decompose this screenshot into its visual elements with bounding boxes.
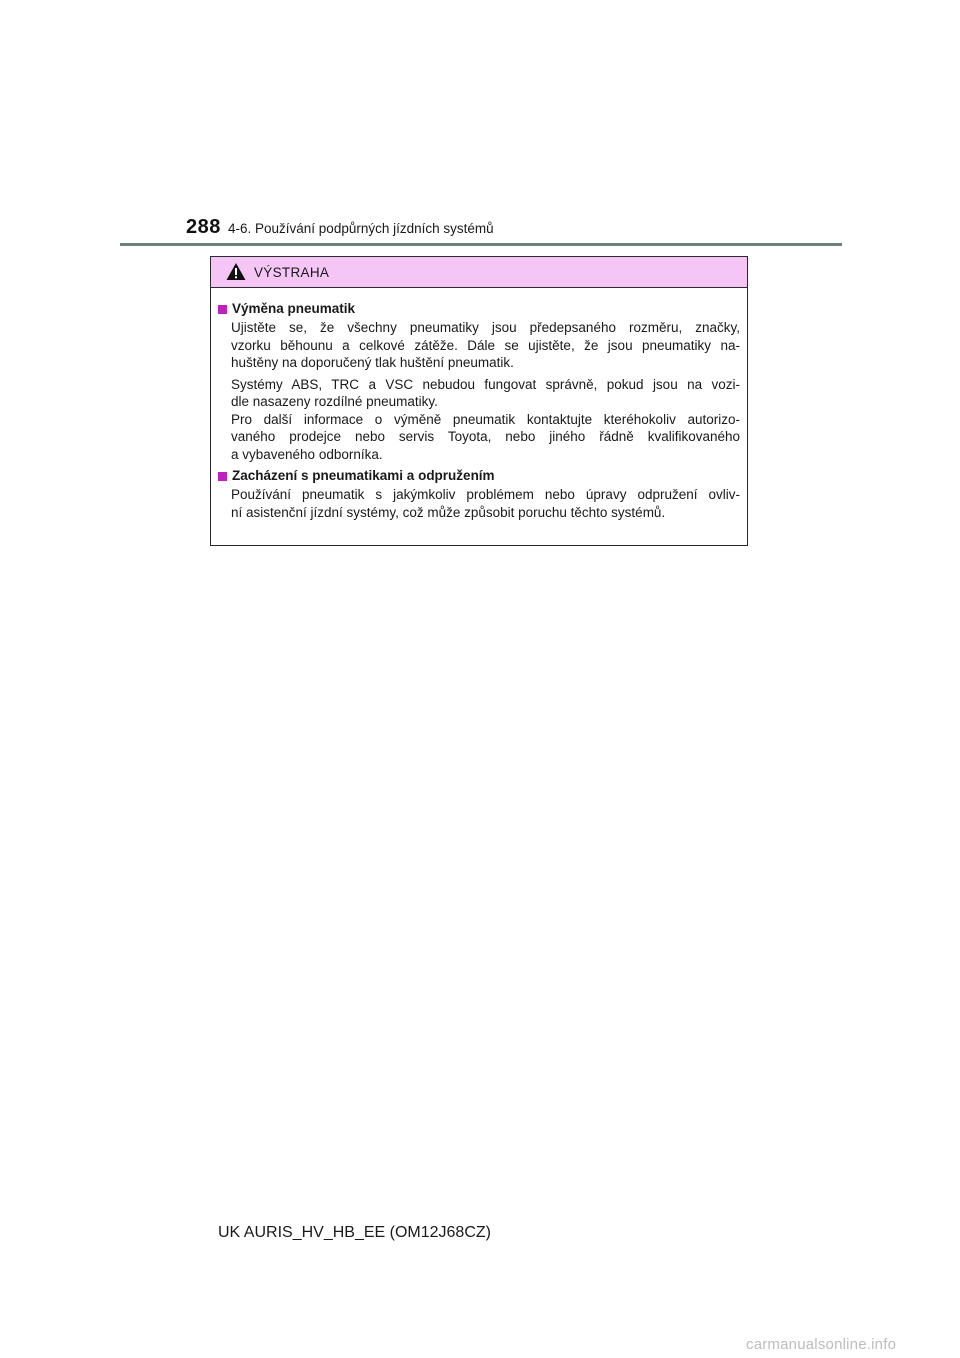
text-line: Ujistěte se, že všechny pneumatiky jsou předepsaného rozměru, značky, — [231, 320, 740, 335]
text-line: Systémy ABS, TRC a VSC nebudou fungovat správně, pokud jsou na vozi- — [231, 376, 740, 392]
text-line: a vybaveného odborníka. — [231, 446, 383, 462]
document-code: UK AURIS_HV_HB_EE (OM12J68CZ) — [218, 1224, 491, 1241]
warning-header — [211, 257, 747, 288]
text-line: vzorku běhounu a celkové zátěže. Dále se ujistěte, že jsou pneumatiky na- — [231, 337, 740, 353]
square-bullet-icon — [218, 305, 227, 314]
paragraph — [231, 376, 740, 464]
warning-body — [211, 288, 747, 521]
item-heading — [218, 300, 740, 318]
warning-item-tires-and-suspension — [218, 467, 740, 521]
warning-item-tire-replacement — [218, 300, 740, 463]
text-line: huštěny na doporučený tlak huštění pneumatik. — [231, 355, 514, 370]
item-heading-text: Výměna pneumatik — [232, 301, 356, 316]
header-divider — [120, 243, 842, 246]
warning-triangle-icon — [226, 262, 246, 281]
section-title: 4-6. Používání podpůrných jízdních systémů — [228, 221, 494, 236]
text-line: ní asistenční jízdní systémy, což může způsobit poruchu těchto systémů. — [231, 504, 666, 520]
text-line: vaného prodejce nebo servis Toyota, nebo jiného řádně kvalifikovaného — [231, 429, 740, 444]
text-line: Používání pneumatik s jakýmkoliv problémem nebo úpravy odpružení ovliv- — [231, 487, 740, 502]
square-bullet-icon — [218, 472, 227, 481]
text-line: Pro další informace o výměně pneumatik kontaktujte kteréhokoliv autorizo- — [231, 411, 740, 427]
watermark: carmanualsonline.info — [746, 1336, 897, 1353]
page-number: 288 — [186, 216, 221, 238]
text-line: dle nasazeny rozdílné pneumatiky. — [231, 394, 438, 409]
paragraph — [231, 319, 740, 372]
warning-box — [210, 256, 748, 546]
warning-title: VÝSTRAHA — [254, 265, 330, 280]
item-heading-text: Zacházení s pneumatikami a odpružením — [232, 468, 495, 483]
paragraph — [231, 486, 740, 521]
item-heading — [218, 467, 740, 485]
